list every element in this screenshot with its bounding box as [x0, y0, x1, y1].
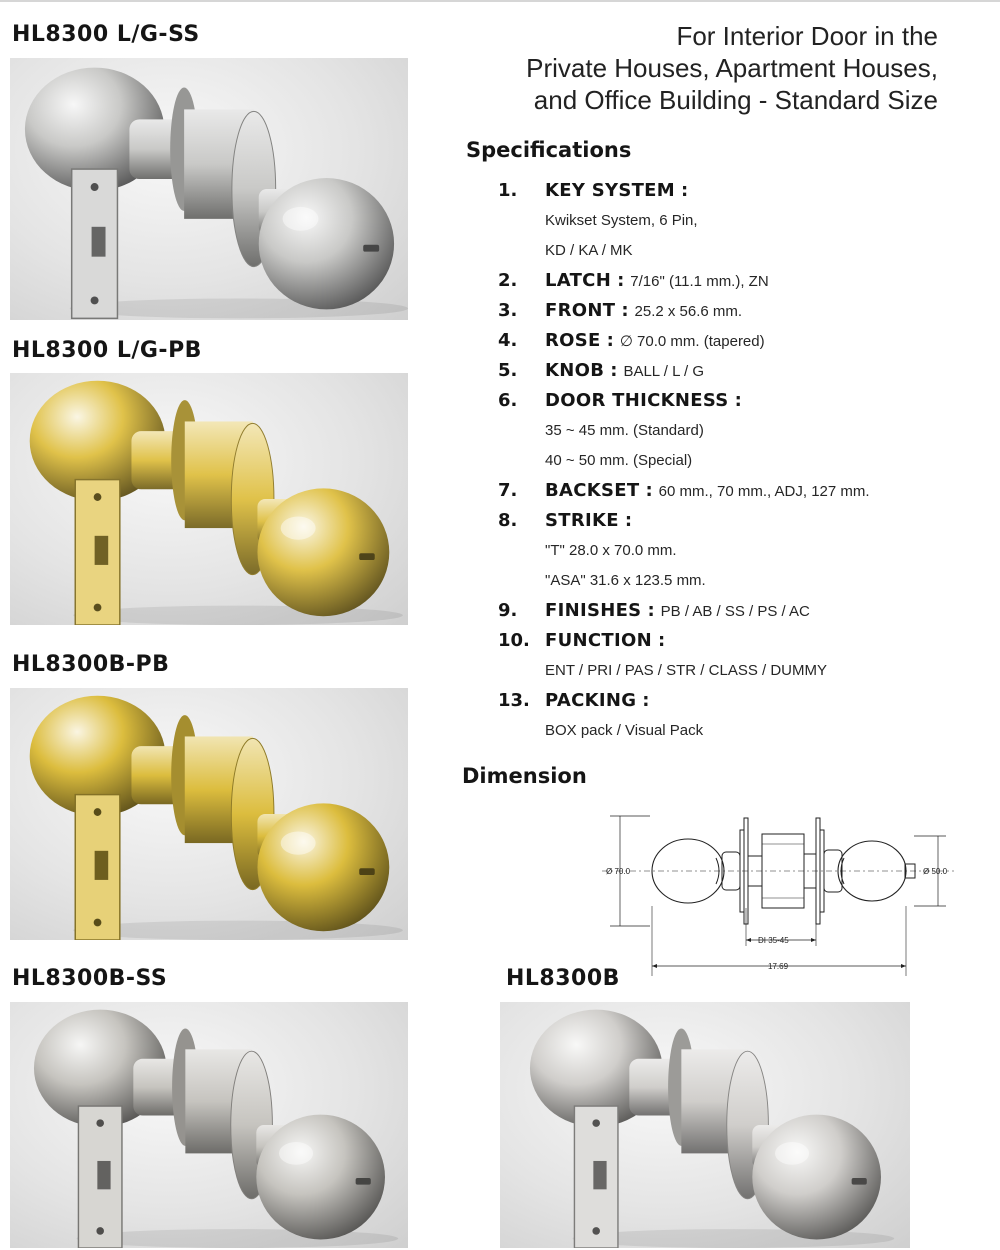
spec-name: LATCH: [545, 270, 612, 291]
spec-number: 4.: [498, 330, 518, 351]
latch-bolt: [97, 1161, 110, 1189]
screw-hole: [91, 183, 99, 191]
spec-name: FINISHES: [545, 600, 642, 621]
spec-number: 6.: [498, 390, 518, 411]
screw-hole: [94, 604, 102, 612]
knob-lock-photo-b-ss: [10, 1002, 408, 1248]
spec-name: DOOR THICKNESS: [545, 390, 729, 411]
spec-item-front: 3. FRONT : 25.2 x 56.6 mm.: [498, 296, 998, 326]
spec-item-knob: 5. KNOB : BALL / L / G: [498, 356, 998, 386]
keyway: [359, 868, 375, 875]
front-knob: [257, 488, 389, 616]
spec-number: 5.: [498, 360, 518, 381]
model-title-pb: HL8300 L/G-PB: [12, 338, 202, 363]
front-knob: [752, 1115, 881, 1240]
knob-lock-photo-b: [500, 1002, 910, 1248]
knob-highlight: [279, 1142, 313, 1165]
spec-name: FRONT: [545, 300, 616, 321]
spec-number: 3.: [498, 300, 518, 321]
spec-detail: ENT / PRI / PAS / STR / CLASS / DUMMY: [545, 662, 827, 679]
latch-bolt: [95, 536, 109, 565]
spec-name: STRIKE: [545, 510, 619, 531]
screw-hole: [94, 493, 102, 501]
front-knob: [256, 1115, 385, 1240]
rose-diameter-label: Ø 70.0: [606, 867, 631, 876]
spec-detail: "ASA" 31.6 x 123.5 mm.: [545, 572, 706, 589]
model-title-b-ss: HL8300B-SS: [12, 966, 168, 991]
tagline-line: and Office Building - Standard Size: [533, 85, 938, 115]
spec-value: PB / AB / SS / PS / AC: [660, 603, 810, 620]
spec-name: PACKING: [545, 690, 637, 711]
keyway: [852, 1178, 867, 1185]
screw-hole: [592, 1119, 600, 1127]
spec-name: BACKSET: [545, 480, 640, 501]
knob-lock-photo-pb: [10, 373, 408, 625]
model-title-b-pb: HL8300B-PB: [12, 652, 170, 677]
spec-name: FUNCTION: [545, 630, 652, 651]
spec-number: 7.: [498, 480, 518, 501]
overall-length-label: 17.69: [768, 962, 789, 971]
keyway: [363, 245, 379, 252]
tagline-line: Private Houses, Apartment Houses,: [526, 53, 938, 83]
tagline: [470, 20, 938, 116]
model-title-ss: HL8300 L/G-SS: [12, 22, 200, 47]
spec-detail: KD / KA / MK: [545, 242, 633, 259]
spec-number: 13.: [498, 690, 530, 711]
top-rule: [0, 0, 1000, 2]
spec-value: 25.2 x 56.6 mm.: [634, 303, 743, 320]
spec-item-function: 10. FUNCTION : ENT / PRI / PAS / STR / CLASS / DUMMY: [498, 626, 998, 686]
latch-bolt: [92, 227, 106, 257]
spec-value: 60 mm., 70 mm., ADJ, 127 mm.: [658, 483, 870, 500]
spec-item-key-system: 1. KEY SYSTEM : Kwikset System, 6 Pin, KD / KA / MK: [498, 176, 998, 266]
spec-number: 2.: [498, 270, 518, 291]
knob-highlight: [775, 1142, 809, 1165]
dimension-heading: Dimension: [462, 764, 587, 788]
spec-number: 8.: [498, 510, 518, 531]
spec-number: 9.: [498, 600, 518, 621]
latch-bolt: [95, 851, 109, 880]
spec-name: KEY SYSTEM: [545, 180, 675, 201]
spec-number: 10.: [498, 630, 530, 651]
spec-number: 1.: [498, 180, 518, 201]
knob-highlight: [281, 831, 316, 854]
spec-item-latch: 2. LATCH : 7/16" (11.1 mm.), ZN: [498, 266, 998, 296]
screw-hole: [96, 1119, 104, 1127]
tagline-line: For Interior Door in the: [676, 21, 938, 51]
knob-lock-photo-b-pb: [10, 688, 408, 940]
spec-detail: 35 ~ 45 mm. (Standard): [545, 422, 704, 439]
specifications-heading: Specifications: [466, 138, 632, 162]
knob-lock-photo-ss: [10, 58, 408, 320]
spec-name: KNOB: [545, 360, 605, 381]
spec-item-backset: 7. BACKSET : 60 mm., 70 mm., ADJ, 127 mm.: [498, 476, 998, 506]
door-thickness-label: DI 35-45: [758, 936, 789, 945]
spec-item-rose: 4. ROSE : ∅ 70.0 mm. (tapered): [498, 326, 998, 356]
screw-hole: [94, 919, 102, 927]
spec-item-door-thickness: 6. DOOR THICKNESS : 35 ~ 45 mm. (Standard) 40 ~ 50 mm. (Special): [498, 386, 998, 476]
spec-detail: "T" 28.0 x 70.0 mm.: [545, 542, 677, 559]
spec-item-packing: 13. PACKING : BOX pack / Visual Pack: [498, 686, 998, 746]
knob-highlight: [283, 207, 319, 231]
spec-value: ∅ 70.0 mm. (tapered): [619, 333, 765, 350]
model-title-b: HL8300B: [506, 966, 620, 991]
screw-hole: [592, 1227, 600, 1235]
keyway: [359, 553, 375, 560]
knob-highlight: [281, 516, 316, 539]
spec-name: ROSE: [545, 330, 601, 351]
keyway: [356, 1178, 371, 1185]
spec-detail: BOX pack / Visual Pack: [545, 722, 704, 739]
screw-hole: [96, 1227, 104, 1235]
screw-hole: [94, 808, 102, 816]
screw-hole: [91, 296, 99, 304]
front-knob: [257, 803, 389, 931]
latch-bolt: [593, 1161, 606, 1189]
knob-diameter-label: Ø 50.0: [923, 867, 948, 876]
spec-item-finishes: 9. FINISHES : PB / AB / SS / PS / AC: [498, 596, 998, 626]
front-knob: [259, 178, 394, 309]
spec-detail: Kwikset System, 6 Pin,: [545, 212, 698, 229]
spec-value: 7/16" (11.1 mm.), ZN: [630, 273, 769, 290]
spec-value: BALL / L / G: [623, 363, 705, 380]
spec-list: [498, 176, 998, 746]
spec-item-strike: 8. STRIKE : "T" 28.0 x 70.0 mm. "ASA" 31.6 x 123.5 mm.: [498, 506, 998, 596]
dimension-drawing: [598, 808, 958, 988]
spec-detail: 40 ~ 50 mm. (Special): [545, 452, 693, 469]
